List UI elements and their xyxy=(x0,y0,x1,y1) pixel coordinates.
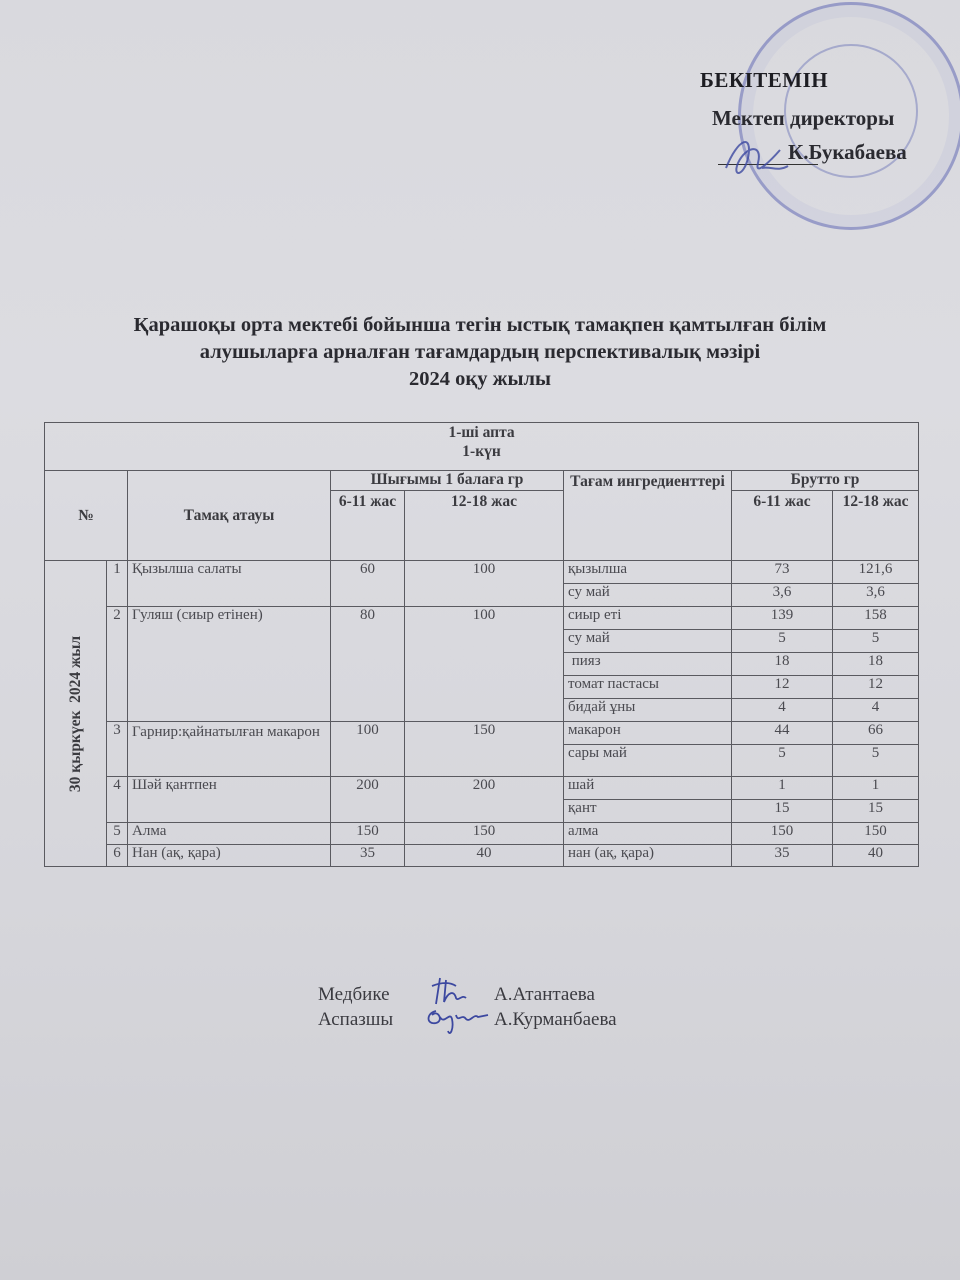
title-line-3: 2024 оқу жылы xyxy=(409,368,551,390)
yield-12-18: 150 xyxy=(405,823,564,845)
cook-role: Аспазшы xyxy=(318,1009,394,1030)
title-line-2: алушыларға арналған тағамдардың перспективалық мәзірі xyxy=(199,341,761,363)
week-label: 1-ші апта xyxy=(448,424,515,441)
director-signature-icon xyxy=(718,128,798,188)
ingredient-name: су май xyxy=(564,630,732,653)
ingredient-name: пияз xyxy=(564,653,732,676)
dish-name: Гарнир:қайнатылған макарон xyxy=(128,722,331,777)
title-line-1: Қарашоқы орта мектебі бойынша тегін ыстық тамақпен қамтылған білім xyxy=(133,314,827,336)
header-yield-12-18: 12-18 жас xyxy=(405,491,564,561)
dish-number: 1 xyxy=(107,561,128,607)
document-title xyxy=(40,312,920,393)
yield-12-18: 40 xyxy=(405,845,564,867)
nurse-name: А.Атантаева xyxy=(494,984,595,1005)
dish-number: 4 xyxy=(107,777,128,823)
dish-number: 2 xyxy=(107,607,128,722)
gross-12-18: 158 xyxy=(833,607,919,630)
approval-name: К.Букабаева xyxy=(788,140,907,164)
date-label: 30 қыркүек 2024 жыл xyxy=(66,635,84,792)
yield-12-18: 150 xyxy=(405,722,564,777)
week-day-header xyxy=(45,423,919,471)
gross-12-18: 3,6 xyxy=(833,584,919,607)
menu-table xyxy=(44,422,919,867)
table-row xyxy=(45,561,919,584)
gross-6-11: 1 xyxy=(732,777,833,800)
ingredient-name: бидай ұны xyxy=(564,699,732,722)
dish-number: 6 xyxy=(107,845,128,867)
gross-6-11: 73 xyxy=(732,561,833,584)
ingredient-name: макарон xyxy=(564,722,732,745)
date-cell xyxy=(45,561,107,867)
yield-6-11: 150 xyxy=(331,823,405,845)
ingredient-name: қызылша xyxy=(564,561,732,584)
gross-12-18: 18 xyxy=(833,653,919,676)
ingredient-name: сары май xyxy=(564,745,732,777)
yield-6-11: 35 xyxy=(331,845,405,867)
gross-6-11: 15 xyxy=(732,800,833,823)
ingredient-name: сиыр еті xyxy=(564,607,732,630)
gross-6-11: 4 xyxy=(732,699,833,722)
header-gross-12-18: 12-18 жас xyxy=(833,491,919,561)
ingredient-name: алма xyxy=(564,823,732,845)
dish-number: 3 xyxy=(107,722,128,777)
table-row xyxy=(45,607,919,630)
gross-12-18: 150 xyxy=(833,823,919,845)
gross-12-18: 15 xyxy=(833,800,919,823)
dish-name: Алма xyxy=(128,823,331,845)
nurse-role: Медбике xyxy=(318,984,390,1005)
dish-name: Нан (ақ, қара) xyxy=(128,845,331,867)
gross-6-11: 18 xyxy=(732,653,833,676)
approval-role: Мектеп директоры xyxy=(712,106,895,130)
yield-6-11: 200 xyxy=(331,777,405,823)
gross-6-11: 44 xyxy=(732,722,833,745)
yield-12-18: 100 xyxy=(405,607,564,722)
gross-12-18: 4 xyxy=(833,699,919,722)
gross-12-18: 66 xyxy=(833,722,919,745)
gross-12-18: 121,6 xyxy=(833,561,919,584)
dish-name: Қызылша салаты xyxy=(128,561,331,607)
dish-name: Шәй қантпен xyxy=(128,777,331,823)
ingredient-name: су май xyxy=(564,584,732,607)
gross-12-18: 5 xyxy=(833,630,919,653)
header-yield-group: Шығымы 1 балаға гр xyxy=(331,471,564,491)
header-dish-name: Тамақ атауы xyxy=(128,471,331,561)
gross-6-11: 150 xyxy=(732,823,833,845)
table-row xyxy=(45,845,919,867)
gross-6-11: 35 xyxy=(732,845,833,867)
ingredient-name: қант xyxy=(564,800,732,823)
gross-6-11: 5 xyxy=(732,630,833,653)
gross-6-11: 3,6 xyxy=(732,584,833,607)
approval-title: БЕКІТЕМІН xyxy=(700,68,829,92)
table-row xyxy=(45,777,919,800)
day-label: 1-күн xyxy=(462,443,501,460)
dish-number: 5 xyxy=(107,823,128,845)
dish-name: Гуляш (сиыр етінен) xyxy=(128,607,331,722)
cook-signature-icon xyxy=(422,1001,492,1041)
ingredient-name: томат пастасы xyxy=(564,676,732,699)
gross-6-11: 139 xyxy=(732,607,833,630)
gross-6-11: 5 xyxy=(732,745,833,777)
yield-6-11: 100 xyxy=(331,722,405,777)
yield-12-18: 200 xyxy=(405,777,564,823)
gross-12-18: 12 xyxy=(833,676,919,699)
gross-12-18: 5 xyxy=(833,745,919,777)
header-gross-6-11: 6-11 жас xyxy=(732,491,833,561)
cook-name: А.Курманбаева xyxy=(494,1009,617,1030)
ingredient-name: шай xyxy=(564,777,732,800)
header-ingredients: Тағам ингредиенттері xyxy=(564,471,732,561)
ingredient-name: нан (ақ, қара) xyxy=(564,845,732,867)
table-row xyxy=(45,823,919,845)
header-gross-group: Брутто гр xyxy=(732,471,919,491)
table-row xyxy=(45,722,919,745)
gross-6-11: 12 xyxy=(732,676,833,699)
header-number: № xyxy=(45,471,128,561)
header-yield-6-11: 6-11 жас xyxy=(331,491,405,561)
yield-6-11: 80 xyxy=(331,607,405,722)
gross-12-18: 40 xyxy=(833,845,919,867)
yield-12-18: 100 xyxy=(405,561,564,607)
gross-12-18: 1 xyxy=(833,777,919,800)
yield-6-11: 60 xyxy=(331,561,405,607)
